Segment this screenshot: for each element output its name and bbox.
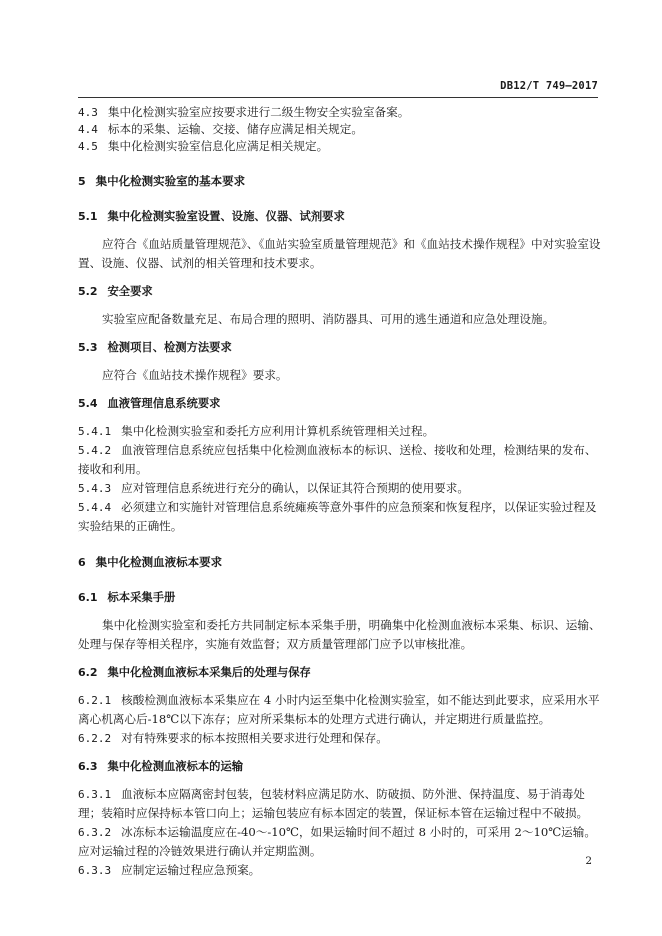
clause-6-3-2 xyxy=(78,823,603,861)
clause-number: 6.3.2 xyxy=(78,826,112,839)
clause-5-4-3 xyxy=(78,479,603,498)
section-6-1-heading xyxy=(78,589,603,606)
clause-text: 标本的采集、运输、交接、储存应满足相关规定。 xyxy=(107,122,363,136)
section-title: 集中化检测血液标本采集后的处理与保存 xyxy=(107,666,311,679)
clause-text: 集中化检测实验室应按要求进行二级生物安全实验室备案。 xyxy=(107,105,410,119)
clause-4-3 xyxy=(78,104,603,121)
section-number: 5.2 xyxy=(78,285,98,298)
section-number: 5.3 xyxy=(78,341,98,354)
section-number: 5 xyxy=(78,175,86,188)
clause-text: 冰冻标本运输温度应在-40～-10℃，如果运输时间不超过 8 小时的，可采用 2～10℃运输。应对运输过程的冷链效果进行确认并定期监测。 xyxy=(78,825,596,858)
section-6-1-body: 集中化检测实验室和委托方共同制定标本采集手册，明确集中化检测血液标本采集、标识、运输、处理与保存等相关程序，实施有效监督；双方质量管理部门应予以审核批准。 xyxy=(78,618,601,651)
clause-number: 5.4.1 xyxy=(78,425,112,438)
section-title: 血液管理信息系统要求 xyxy=(107,397,221,410)
section-6-2-heading xyxy=(78,664,603,681)
section-number: 6.3 xyxy=(78,760,98,773)
clause-6-3-1 xyxy=(78,785,603,823)
section-number: 6.1 xyxy=(78,591,98,604)
clause-text: 应制定运输过程应急预案。 xyxy=(121,863,261,877)
clause-6-2-2 xyxy=(78,729,603,748)
clause-text: 血液标本应隔离密封包装，包装材料应满足防水、防破损、防外泄、保持温度、易于消毒处理；装箱时应保持标本管口向上；运输包装应有标本固定的装置，保证标本管在运输过程中不破损。 xyxy=(78,787,589,820)
section-number: 5.4 xyxy=(78,397,98,410)
header-rule xyxy=(78,97,598,98)
section-title: 集中化检测血液标本的运输 xyxy=(107,760,244,773)
clause-number: 4.5 xyxy=(78,140,98,153)
section-number: 5.1 xyxy=(78,210,98,223)
section-title: 集中化检测血液标本要求 xyxy=(95,555,223,569)
clause-number: 5.4.2 xyxy=(78,444,112,457)
clause-text: 对有特殊要求的标本按照相关要求进行处理和保存。 xyxy=(121,731,388,745)
clause-6-3-3 xyxy=(78,861,603,880)
clause-text: 集中化检测实验室和委托方应利用计算机系统管理相关过程。 xyxy=(121,424,435,438)
clause-number: 4.4 xyxy=(78,123,98,136)
clause-text: 应对管理信息系统进行充分的确认，以保证其符合预期的使用要求。 xyxy=(121,481,469,495)
clause-number: 4.3 xyxy=(78,106,98,119)
clause-number: 5.4.3 xyxy=(78,482,112,495)
clause-number: 6.3.3 xyxy=(78,864,112,877)
section-5-heading xyxy=(78,173,603,190)
document-body xyxy=(78,104,603,880)
section-title: 检测项目、检测方法要求 xyxy=(107,341,232,354)
section-title: 集中化检测实验室的基本要求 xyxy=(95,174,246,188)
section-title: 标本采集手册 xyxy=(107,591,176,604)
section-5-2-body: 实验室应配备数量充足、布局合理的照明、消防器具、可用的逃生通道和应急处理设施。 xyxy=(102,312,555,326)
clause-4-5 xyxy=(78,138,603,155)
section-5-3-heading xyxy=(78,339,603,356)
clause-6-2-1 xyxy=(78,691,603,729)
clause-number: 6.2.1 xyxy=(78,694,112,707)
page-number: 2 xyxy=(585,855,592,867)
clause-number: 5.4.4 xyxy=(78,501,112,514)
section-number: 6 xyxy=(78,556,86,569)
standard-code: DB12/T 749—2017 xyxy=(500,80,598,92)
section-5-4-heading xyxy=(78,395,603,412)
section-5-2-heading xyxy=(78,283,603,300)
section-6-heading xyxy=(78,554,603,571)
section-6-3-heading xyxy=(78,758,603,775)
section-number: 6.2 xyxy=(78,666,98,679)
section-5-3-body: 应符合《血站技术操作规程》要求。 xyxy=(102,368,288,382)
clause-text: 必须建立和实施针对管理信息系统瘫痪等意外事件的应急预案和恢复程序，以保证实验过程及实验结果的正确性。 xyxy=(78,500,597,533)
clause-text: 血液管理信息系统应包括集中化检测血液标本的标识、送检、接收和处理，检测结果的发布、接收和利用。 xyxy=(78,443,597,476)
section-title: 安全要求 xyxy=(107,285,153,298)
clause-number: 6.3.1 xyxy=(78,788,112,801)
clause-number: 6.2.2 xyxy=(78,732,112,745)
clause-5-4-2 xyxy=(78,441,603,479)
clause-5-4-1 xyxy=(78,422,603,441)
section-5-1-heading xyxy=(78,208,603,225)
clause-text: 核酸检测血液标本采集应在 4 小时内运至集中化检测实验室，如不能达到此要求，应采用水平离心机离心后-18℃以下冻存；应对所采集标本的处理方式进行确认，并定期进行质量监控。 xyxy=(78,693,600,726)
section-5-1-body: 应符合《血站质量管理规范》、《血站实验室质量管理规范》和《血站技术操作规程》中对实验室设置、设施、仪器、试剂的相关管理和技术要求。 xyxy=(78,237,601,270)
section-title: 集中化检测实验室设置、设施、仪器、试剂要求 xyxy=(107,210,345,223)
clause-5-4-4 xyxy=(78,498,603,536)
clause-text: 集中化检测实验室信息化应满足相关规定。 xyxy=(107,139,329,153)
clause-4-4 xyxy=(78,121,603,138)
